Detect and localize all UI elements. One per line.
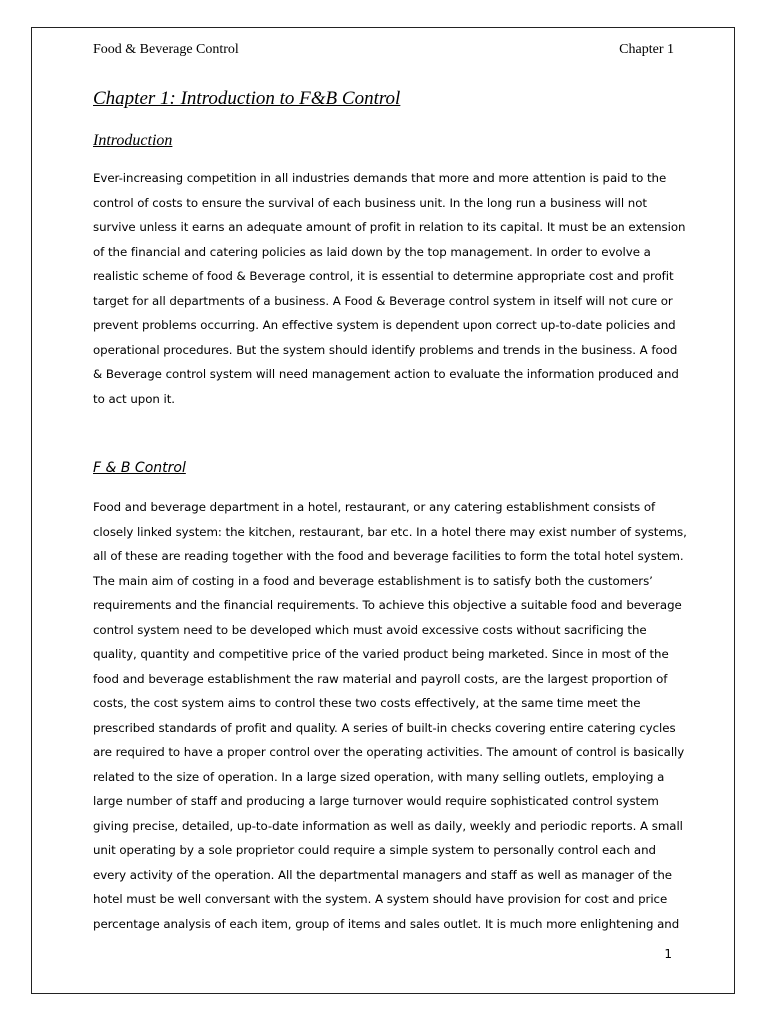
paragraph-line: are required to have a proper control over the operating activities. The amount of control is basically [93,745,685,759]
paragraph-line: Food and beverage department in a hotel, restaurant, or any catering establishment consists of [93,500,656,514]
page-number: 1 [664,947,672,961]
paragraph-line: The main aim of costing in a food and beverage establishment is to satisfy both the customers’ [93,573,653,588]
paragraph-line: unit operating by a sole proprietor could require a simple system to personally control each and [93,843,656,857]
fb-control-paragraph [93,495,693,936]
paragraph-line: prescribed standards of profit and quality. A series of built-in checks covering entire catering cycles [93,720,676,735]
paragraph-line: to act upon it. [93,391,175,406]
chapter-title: Chapter 1: Introduction to F&B Control [93,88,401,109]
paragraph-line: prevent problems occurring. An effective system is dependent upon correct up-to-date policies and [93,318,676,332]
introduction-paragraph [93,166,693,411]
section-heading-fb-control: F & B Control [93,460,186,476]
paragraph-line: requirements and the financial requirements. To achieve this objective a suitable food and beverage [93,598,682,612]
paragraph-line: percentage analysis of each item, group of items and sales outlet. It is much more enlightening and [93,916,680,931]
paragraph-line: & Beverage control system will need management action to evaluate the information produced and [93,367,679,381]
paragraph-line: quality, quantity and competitive price of the varied product being marketed. Since in most of the [93,647,669,661]
paragraph-line: every activity of the operation. All the departmental managers and staff as well as manager of the [93,867,672,882]
paragraph-line: costs, the cost system aims to control these two costs effectively, at the same time meet the [93,696,641,710]
paragraph-line: control system need to be developed which must avoid excessive costs without sacrificing the [93,622,647,637]
header-chapter-label: Chapter 1 [619,42,674,57]
paragraph-line: large number of staff and producing a large turnover would require sophisticated control system [93,794,659,808]
paragraph-line: survive unless it earns an adequate amount of profit in relation to its capital. It must be an extension [93,220,686,234]
paragraph-line: all of these are reading together with the food and beverage facilities to form the total hotel system. [93,549,684,563]
paragraph-line: food and beverage establishment the raw material and payroll costs, are the largest proportion of [93,671,668,686]
paragraph-line: target for all departments of a business. A Food & Beverage control system in itself will not cure or [93,293,673,308]
paragraph-line: related to the size of operation. In a large sized operation, with many selling outlets, employing a [93,769,665,784]
paragraph-line: closely linked system: the kitchen, restaurant, bar etc. In a hotel there may exist number of systems, [93,524,687,539]
header-document-title: Food & Beverage Control [93,42,239,57]
paragraph-line: Ever-increasing competition in all industries demands that more and more attention is paid to the [93,171,667,185]
section-heading-introduction: Introduction [93,132,173,149]
paragraph-line: realistic scheme of food & Beverage control, it is essential to determine appropriate cost and profit [93,269,674,283]
paragraph-line: control of costs to ensure the survival of each business unit. In the long run a business will not [93,195,647,210]
paragraph-line: giving precise, detailed, up-to-date information as well as daily, weekly and periodic reports. A small [93,818,683,833]
paragraph-line: hotel must be well conversant with the system. A system should have provision for cost and price [93,892,668,906]
paragraph-line: of the financial and catering policies as laid down by the top management. In order to evolve a [93,244,651,259]
paragraph-line: operational procedures. But the system should identify problems and trends in the business. A food [93,342,678,357]
